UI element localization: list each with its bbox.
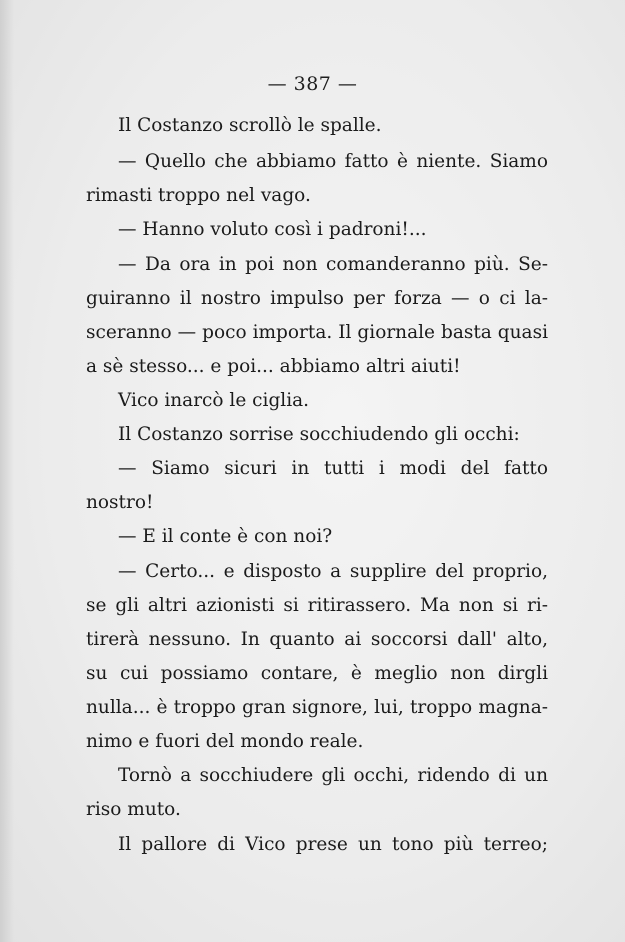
text-line: — Da ora in poi non comanderanno più. Se- [118,254,548,275]
text-line: tirerà nessuno. In quanto ai soccorsi dall' alto, [86,629,548,650]
page-number: — 387 — [267,73,358,95]
text-line: se gli altri azionisti si ritirassero. Ma non si ri- [86,595,548,616]
text-line: Vico inarcò le ciglia. [118,390,310,411]
text-line: nostro! [86,492,154,513]
text-line: nimo e fuori del mondo reale. [86,731,364,752]
text-line: sceranno — poco importa. Il giornale basta quasi [86,322,548,343]
text-line: a sè stesso... e poi... abbiamo altri aiuti! [86,356,461,377]
text-line: Il Costanzo sorrise socchiudendo gli occhi: [118,424,520,445]
text-line: nulla... è troppo gran signore, lui, troppo magna- [86,697,548,718]
text-line: — Certo... e disposto a supplire del proprio, [118,561,548,582]
text-line: — Siamo sicuri in tutti i modi del fatto [118,458,548,479]
text-line: — E il conte è con noi? [118,526,333,547]
text-line: — Quello che abbiamo fatto è niente. Siamo [118,151,548,172]
text-line: Il pallore di Vico prese un tono più terreo; [118,834,548,855]
text-line: su cui possiamo contare, è meglio non dirgli [86,663,548,684]
text-line: riso muto. [86,799,181,820]
text-line: Tornò a socchiudere gli occhi, ridendo di un [118,765,548,786]
text-line: Il Costanzo scrollò le spalle. [118,115,382,136]
text-line: — Hanno voluto così i padroni!... [118,219,427,240]
text-line: rimasti troppo nel vago. [86,185,311,206]
text-line: guiranno il nostro impulso per forza — o ci la- [86,288,548,309]
